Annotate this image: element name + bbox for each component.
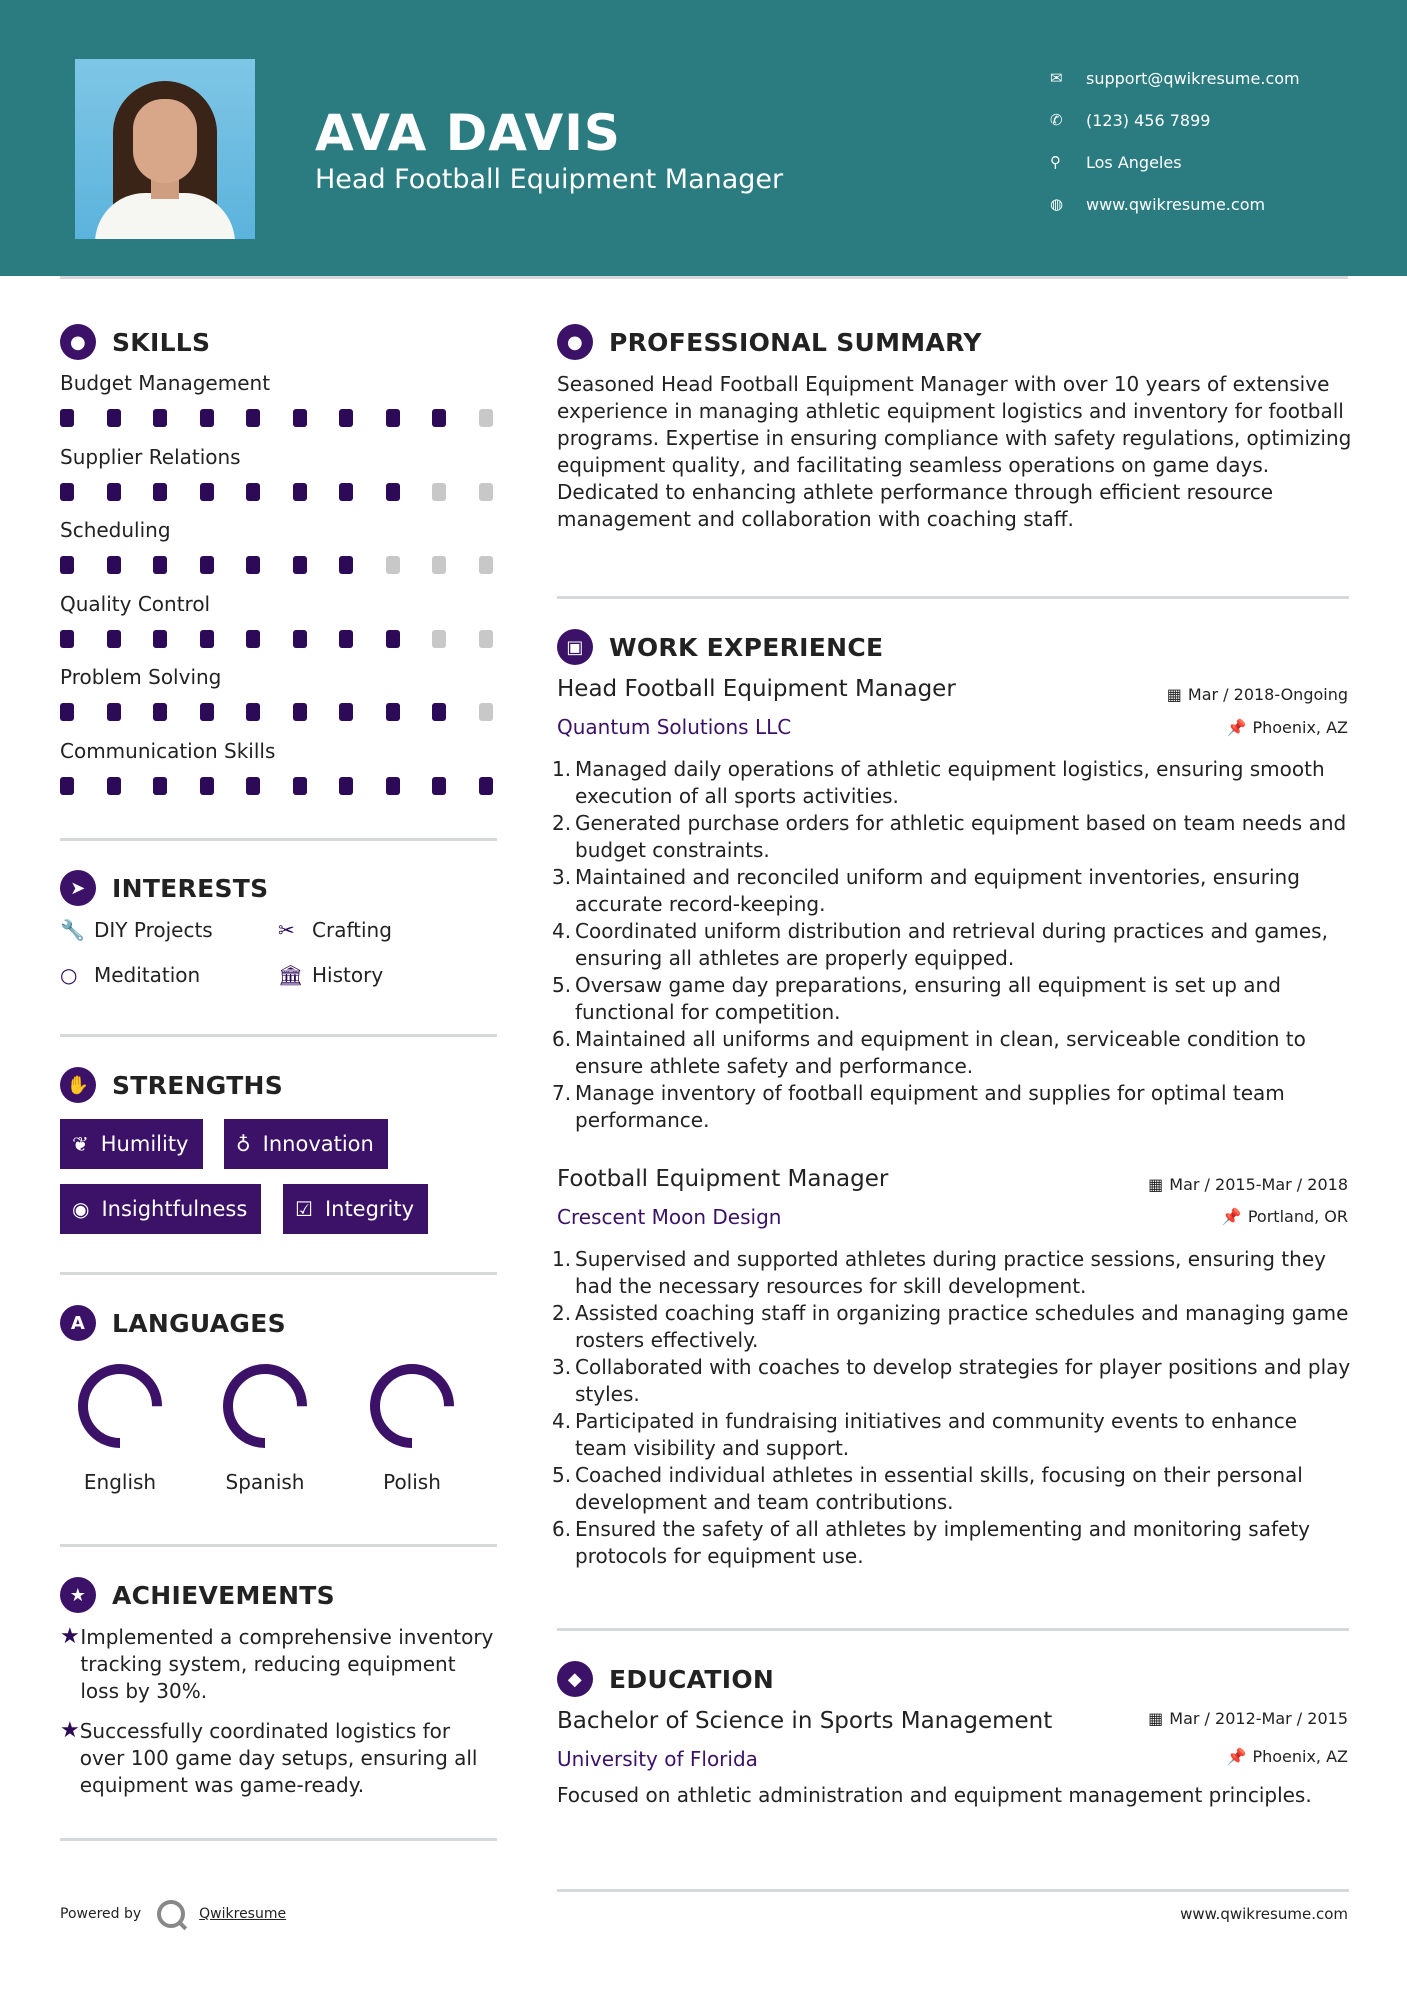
skill-dot [107,556,121,574]
eye-icon: ◉ [72,1197,90,1221]
skill-dot [246,409,260,427]
skill-dot [246,703,260,721]
skill-dot [432,777,446,795]
summary-text: Seasoned Head Football Equipment Manager with over 10 years of extensive experience in managing athletic equipment logistics and inventory for football programs. Expertise in ensuring compliance with safety regulations, optimizing equipment quality, and facilitating seamless operations on game days. Dedicated to enhancing athlete performance through efficient resource management and collaboration with coaching staff. [557,372,1352,531]
job-location: 📌 Portland, OR [1221,1207,1348,1226]
skill-dot [339,556,353,574]
skill-dot [200,409,214,427]
qwikresume-logo-icon [157,1900,185,1928]
section-divider [60,1034,497,1037]
skill-dot [386,409,400,427]
circle-icon: ○ [60,963,78,987]
profile-photo [75,59,255,239]
job-bullet: 1. Managed daily operations of athletic equipment logistics, ensuring smooth execution of all sports activities. [552,757,1325,808]
skill-dot [60,483,74,501]
lightbulb-icon: ● [60,324,96,360]
school-name: University of Florida [557,1747,758,1771]
candidate-title: Head Football Equipment Manager [315,164,784,195]
language-level-arc [375,1369,449,1443]
briefcase-icon: ▣ [557,629,593,665]
star-icon: ★ [60,1718,80,1743]
graduation-icon: ◆ [557,1661,593,1697]
star-badge-icon: ★ [60,1577,96,1613]
pin-icon: 📌 [1226,1747,1247,1766]
language-level-arc [83,1369,157,1443]
skill-dot [386,556,400,574]
skills-heading: ● SKILLS [60,324,210,360]
skill-dot [432,703,446,721]
skill-label: Problem Solving [60,665,222,689]
interests-heading: ➤ INTERESTS [60,870,268,906]
footer-website[interactable]: www.qwikresume.com [1180,1905,1348,1923]
education-heading: ◆ EDUCATION [557,1661,774,1697]
skill-dot [60,556,74,574]
skill-dot [153,703,167,721]
achievement-item: ★ Implemented a comprehensive inventory tracking system, reducing equipment loss by 30%. [60,1624,494,1703]
skill-dot [200,556,214,574]
languages-heading: A LANGUAGES [60,1305,286,1341]
skill-dot [293,630,307,648]
skill-dot [479,556,493,574]
job-bullet: 6. Maintained all uniforms and equipment in clean, serviceable condition to ensure athlete safety and performance. [552,1027,1306,1078]
header-divider [60,276,1348,279]
section-divider [60,838,497,841]
education-description: Focused on athletic administration and equipment management principles. [557,1783,1312,1807]
skill-dot [479,630,493,648]
language-item [195,1360,335,1494]
job-company: Crescent Moon Design [557,1205,782,1229]
language-label: Polish [383,1470,441,1494]
skill-rating [60,409,525,427]
leaf-icon: ❦ [72,1132,89,1156]
candidate-name: AVA DAVIS [315,104,621,162]
section-divider [60,1272,497,1275]
job-bullet: 6. Ensured the safety of all athletes by implementing and monitoring safety protocols for equipment use. [552,1517,1310,1568]
job-title: Football Equipment Manager [557,1166,889,1192]
strength-tag: ◉ Insightfulness [60,1184,261,1234]
job-bullet: 1. Supervised and supported athletes during practice sessions, ensuring they had the necessary resources for skill development. [552,1247,1326,1298]
skill-label: Communication Skills [60,738,276,763]
education-location: 📌 Phoenix, AZ [1226,1747,1348,1766]
contact-location: ⚲ Los Angeles [1050,152,1182,172]
skill-rating [60,483,525,501]
strength-tag: ❦ Humility [60,1119,203,1169]
skill-dot [246,630,260,648]
interest-item: 🔧 DIY Projects [60,918,213,942]
job-bullet: 2. Assisted coaching staff in organizing practice schedules and managing game rosters effectively. [552,1301,1349,1352]
skill-dot [60,777,74,795]
skill-dot [60,703,74,721]
job-bullet: 5. Oversaw game day preparations, ensuring all equipment is set up and functional for competition. [552,973,1281,1024]
achievements-heading: ★ ACHIEVEMENTS [60,1577,335,1613]
bank-icon: 🏛 [278,963,304,987]
job-bullets [552,756,1352,1134]
strength-tag: ☑ Integrity [283,1184,428,1234]
skill-dot [293,483,307,501]
pin-icon: 📌 [1221,1207,1242,1226]
section-divider [60,1838,497,1841]
user-icon: ● [557,324,593,360]
skill-dot [386,630,400,648]
globe-icon: ◍ [1050,195,1064,213]
skill-label: Budget Management [60,371,271,395]
degree-title: Bachelor of Science in Sports Management [557,1708,1053,1734]
skill-dot [293,777,307,795]
skill-dot [293,703,307,721]
lightbulb-icon: ♁ [236,1132,251,1156]
job-bullet: 5. Coached individual athletes in essential skills, focusing on their personal development and team contributions. [552,1463,1303,1514]
job-location: 📌 Phoenix, AZ [1226,718,1348,737]
experience-heading: ▣ WORK EXPERIENCE [557,629,883,665]
footer-brand-link[interactable]: Qwikresume [199,1906,287,1922]
skill-dot [479,777,493,795]
skill-dot [200,777,214,795]
skill-dot [107,483,121,501]
job-bullet: 4. Coordinated uniform distribution and retrieval during practices and games, ensuring all athletes are properly equipped. [552,919,1328,970]
skill-dot [479,409,493,427]
skill-dot [153,777,167,795]
wrench-icon: 🔧 [60,918,85,942]
skill-dot [432,409,446,427]
interest-item: 🏛 History [278,963,384,987]
skill-rating [60,703,525,721]
skill-dot [432,556,446,574]
summary-heading: ● PROFESSIONAL SUMMARY [557,324,982,360]
skill-dot [339,703,353,721]
skill-label: Supplier Relations [60,444,241,469]
achievement-item: ★ Successfully coordinated logistics for over 100 game day setups, ensuring all equipment was game-ready. [60,1718,478,1797]
paper-plane-icon: ➤ [60,870,96,906]
interest-item: ✂ Crafting [278,918,392,942]
skill-dot [200,630,214,648]
check-square-icon: ☑ [295,1197,313,1221]
section-divider [557,1889,1349,1892]
job-dates: ▦ Mar / 2015-Mar / 2018 [1148,1175,1348,1194]
skill-dot [339,409,353,427]
pin-icon: 📌 [1226,718,1247,737]
job-company: Quantum Solutions LLC [557,715,792,739]
contact-website[interactable]: ◍ www.qwikresume.com [1050,194,1266,214]
skill-dot [107,777,121,795]
job-bullet: 4. Participated in fundraising initiatives and community events to enhance team visibility and support. [552,1409,1298,1460]
skill-rating [60,777,525,795]
skill-dot [432,630,446,648]
star-icon: ★ [60,1624,80,1649]
language-icon: A [60,1305,96,1341]
skill-dot [60,409,74,427]
contact-email[interactable]: ✉ support@qwikresume.com [1050,68,1300,88]
section-divider [557,1628,1349,1631]
skill-rating [60,630,525,648]
strength-tag: ♁ Innovation [224,1119,388,1169]
section-divider [557,596,1349,599]
skill-dot [200,703,214,721]
skill-dot [246,777,260,795]
contact-phone[interactable]: ✆ (123) 456 7899 [1050,110,1211,130]
job-bullets [552,1246,1352,1570]
education-dates: ▦ Mar / 2012-Mar / 2015 [1148,1709,1348,1728]
skill-dot [339,483,353,501]
job-bullet: 7. Manage inventory of football equipment and supplies for optimal team performance. [552,1081,1285,1132]
language-label: English [83,1470,157,1494]
language-level-ring [74,1360,166,1452]
job-bullet: 3. Collaborated with coaches to develop strategies for player positions and play styles. [552,1355,1351,1406]
language-level-ring [219,1360,311,1452]
calendar-icon: ▦ [1166,685,1182,704]
skill-dot [339,777,353,795]
skill-dot [339,630,353,648]
skill-label: Scheduling [60,518,171,542]
job-title: Head Football Equipment Manager [557,676,956,702]
job-bullet: 2. Generated purchase orders for athletic equipment based on team needs and budget constraints. [552,811,1347,862]
skill-dot [293,556,307,574]
language-item [342,1360,482,1494]
skill-dot [153,630,167,648]
interest-item: ○ Meditation [60,963,201,987]
scissors-icon: ✂ [278,918,295,942]
skill-dot [107,409,121,427]
skill-dot [153,483,167,501]
calendar-icon: ▦ [1148,1175,1164,1194]
skill-dot [153,556,167,574]
footer-powered-by: Powered by Qwikresume [60,1900,286,1928]
section-divider [60,1544,497,1547]
skill-dot [60,630,74,648]
skill-dot [153,409,167,427]
skill-dot [246,556,260,574]
language-label: Spanish [225,1470,305,1494]
language-level-ring [366,1360,458,1452]
envelope-icon: ✉ [1050,69,1063,87]
job-bullet: 3. Maintained and reconciled uniform and equipment inventories, ensuring accurate record-keeping. [552,865,1300,916]
skill-dot [386,777,400,795]
resume-header [0,0,1407,276]
skill-dot [386,703,400,721]
skill-rating [60,556,525,574]
language-level-arc [228,1369,302,1443]
skill-dot [432,483,446,501]
skill-dot [293,409,307,427]
skill-dot [107,703,121,721]
contact-list [1050,57,1300,225]
skill-dot [479,703,493,721]
skill-dot [246,483,260,501]
language-item [50,1360,190,1494]
phone-icon: ✆ [1050,111,1063,129]
skill-dot [107,630,121,648]
calendar-icon: ▦ [1148,1709,1164,1728]
skill-dot [200,483,214,501]
skill-label: Quality Control [60,591,211,616]
skill-dot [386,483,400,501]
skill-dot [479,483,493,501]
strengths-heading: ✋ STRENGTHS [60,1067,283,1103]
job-dates: ▦ Mar / 2018-Ongoing [1166,685,1348,704]
map-pin-icon: ⚲ [1050,153,1061,171]
hand-icon: ✋ [60,1067,96,1103]
